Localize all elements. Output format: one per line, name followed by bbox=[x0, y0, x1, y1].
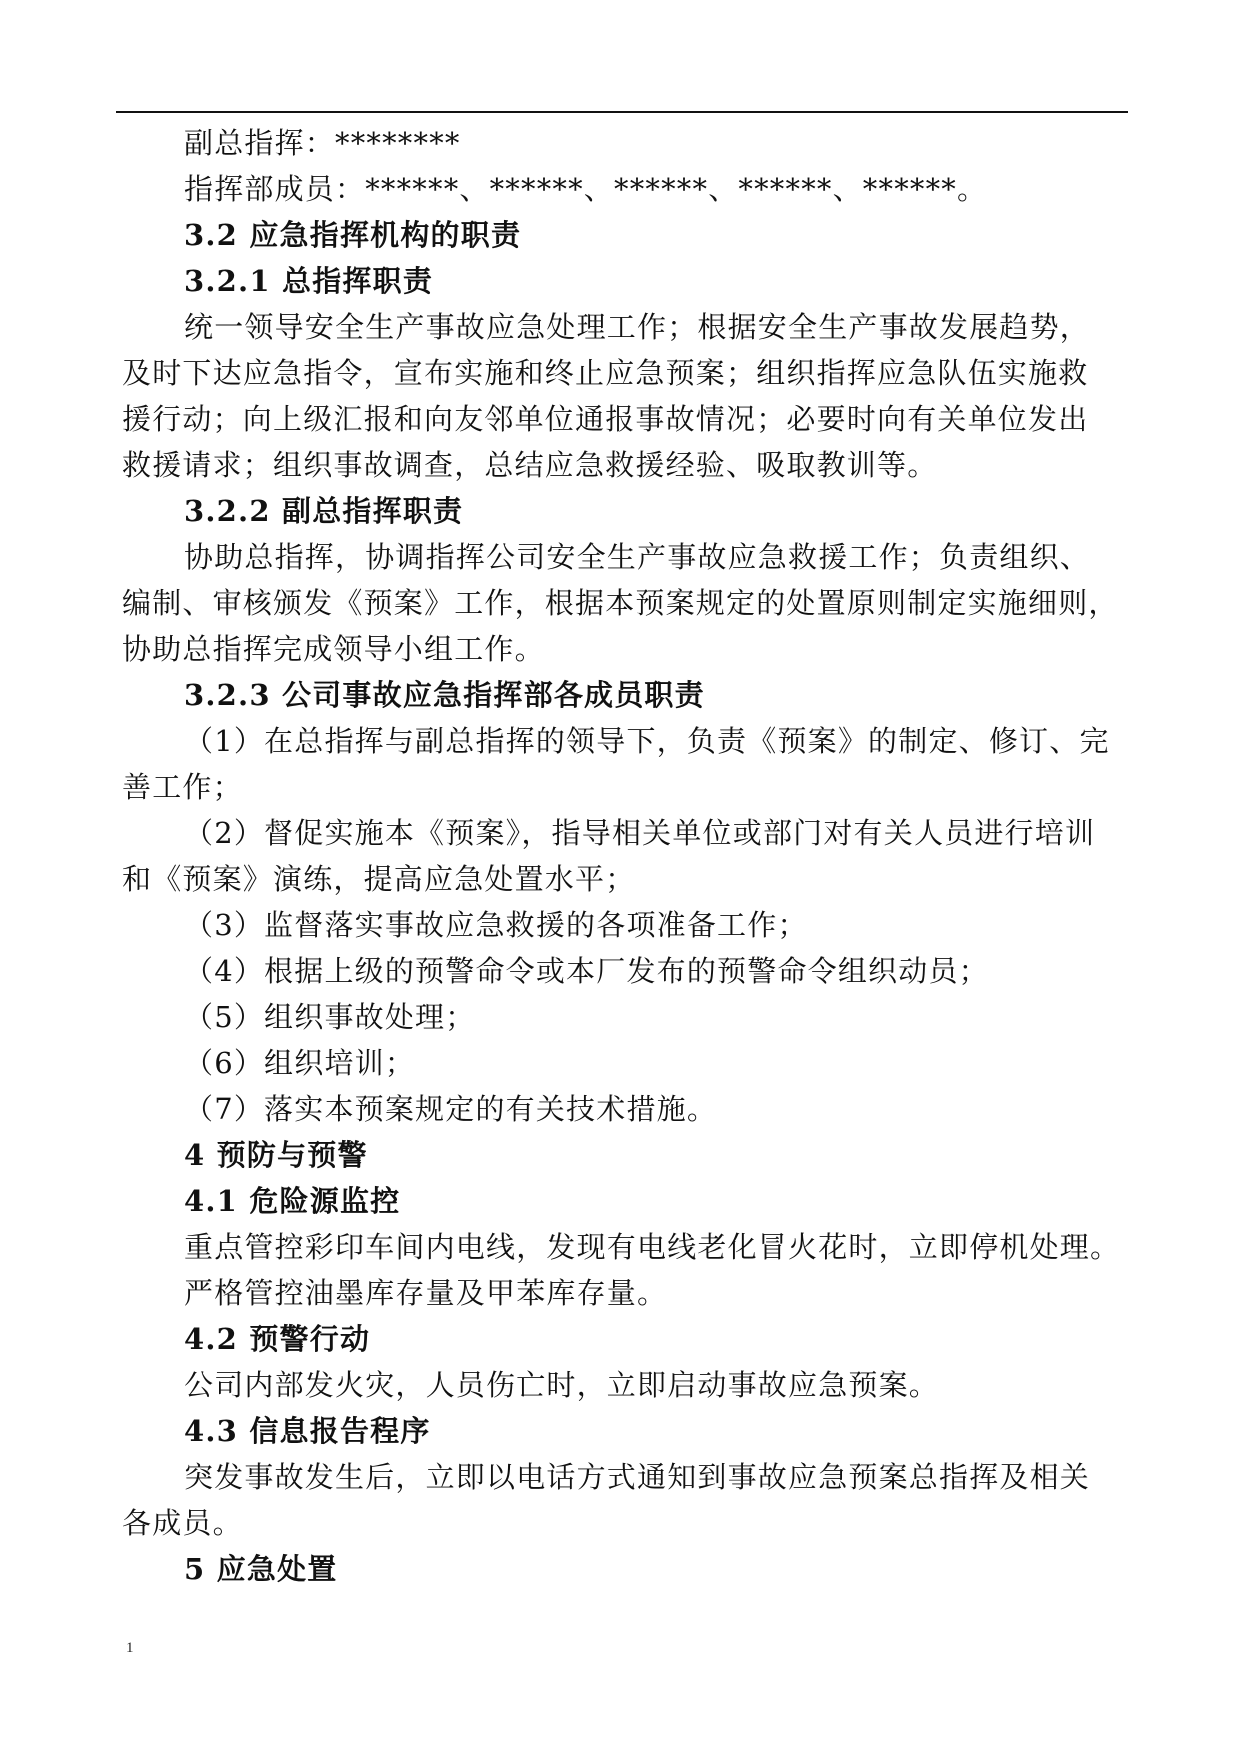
text-line: （6）组织培训； bbox=[184, 1046, 416, 1080]
section-heading: 4.3 信息报告程序 bbox=[184, 1414, 431, 1448]
section-heading: 3.2 应急指挥机构的职责 bbox=[184, 218, 522, 252]
section-heading: 4 预防与预警 bbox=[184, 1138, 368, 1172]
text-line: （4）根据上级的预警命令或本厂发布的预警命令组织动员； bbox=[184, 954, 989, 988]
text-line: 协助总指挥，协调指挥公司安全生产事故应急救援工作；负责组织、 bbox=[184, 540, 1091, 574]
text-line: 统一领导安全生产事故应急处理工作；根据安全生产事故发展趋势， bbox=[184, 310, 1091, 344]
section-heading: 3.2.3 公司事故应急指挥部各成员职责 bbox=[184, 678, 705, 712]
text-line: （1）在总指挥与副总指挥的领导下，负责《预案》的制定、修订、完 bbox=[184, 724, 1110, 758]
header-rule bbox=[116, 111, 1128, 113]
text-line: 指挥部成员：******、******、******、******、******。 bbox=[184, 172, 988, 206]
text-line: 和《预案》演练，提高应急处置水平； bbox=[122, 862, 636, 896]
page-number: 1 bbox=[126, 1640, 134, 1656]
section-heading: 5 应急处置 bbox=[184, 1552, 338, 1586]
text-line: 援行动；向上级汇报和向友邻单位通报事故情况；必要时向有关单位发出 bbox=[122, 402, 1089, 436]
text-line: 善工作； bbox=[122, 770, 243, 804]
section-heading: 4.1 危险源监控 bbox=[184, 1184, 401, 1218]
section-heading: 4.2 预警行动 bbox=[184, 1322, 371, 1356]
text-line: 协助总指挥完成领导小组工作。 bbox=[122, 632, 545, 666]
text-line: 突发事故发生后，立即以电话方式通知到事故应急预案总指挥及相关 bbox=[184, 1460, 1091, 1494]
text-line: 严格管控油墨库存量及甲苯库存量。 bbox=[184, 1276, 668, 1310]
text-line: 重点管控彩印车间内电线，发现有电线老化冒火花时，立即停机处理。 bbox=[184, 1230, 1121, 1264]
section-heading: 3.2.2 副总指挥职责 bbox=[184, 494, 464, 528]
text-line: 公司内部发火灾，人员伤亡时，立即启动事故应急预案。 bbox=[184, 1368, 940, 1402]
text-line: 救援请求；组织事故调查，总结应急救援经验、吸取教训等。 bbox=[122, 448, 938, 482]
text-line: 各成员。 bbox=[122, 1506, 243, 1540]
text-line: （7）落实本预案规定的有关技术措施。 bbox=[184, 1092, 718, 1126]
text-line: 副总指挥：******** bbox=[184, 126, 461, 160]
section-heading: 3.2.1 总指挥职责 bbox=[184, 264, 434, 298]
text-line: 编制、审核颁发《预案》工作，根据本预案规定的处置原则制定实施细则， bbox=[122, 586, 1119, 620]
text-line: （3）监督落实事故应急救援的各项准备工作； bbox=[184, 908, 808, 942]
text-line: （5）组织事故处理； bbox=[184, 1000, 476, 1034]
text-line: 及时下达应急指令，宣布实施和终止应急预案；组织指挥应急队伍实施救 bbox=[122, 356, 1089, 390]
document-body bbox=[122, 120, 1122, 1592]
text-line: （2）督促实施本《预案》，指导相关单位或部门对有关人员进行培训 bbox=[184, 816, 1096, 850]
